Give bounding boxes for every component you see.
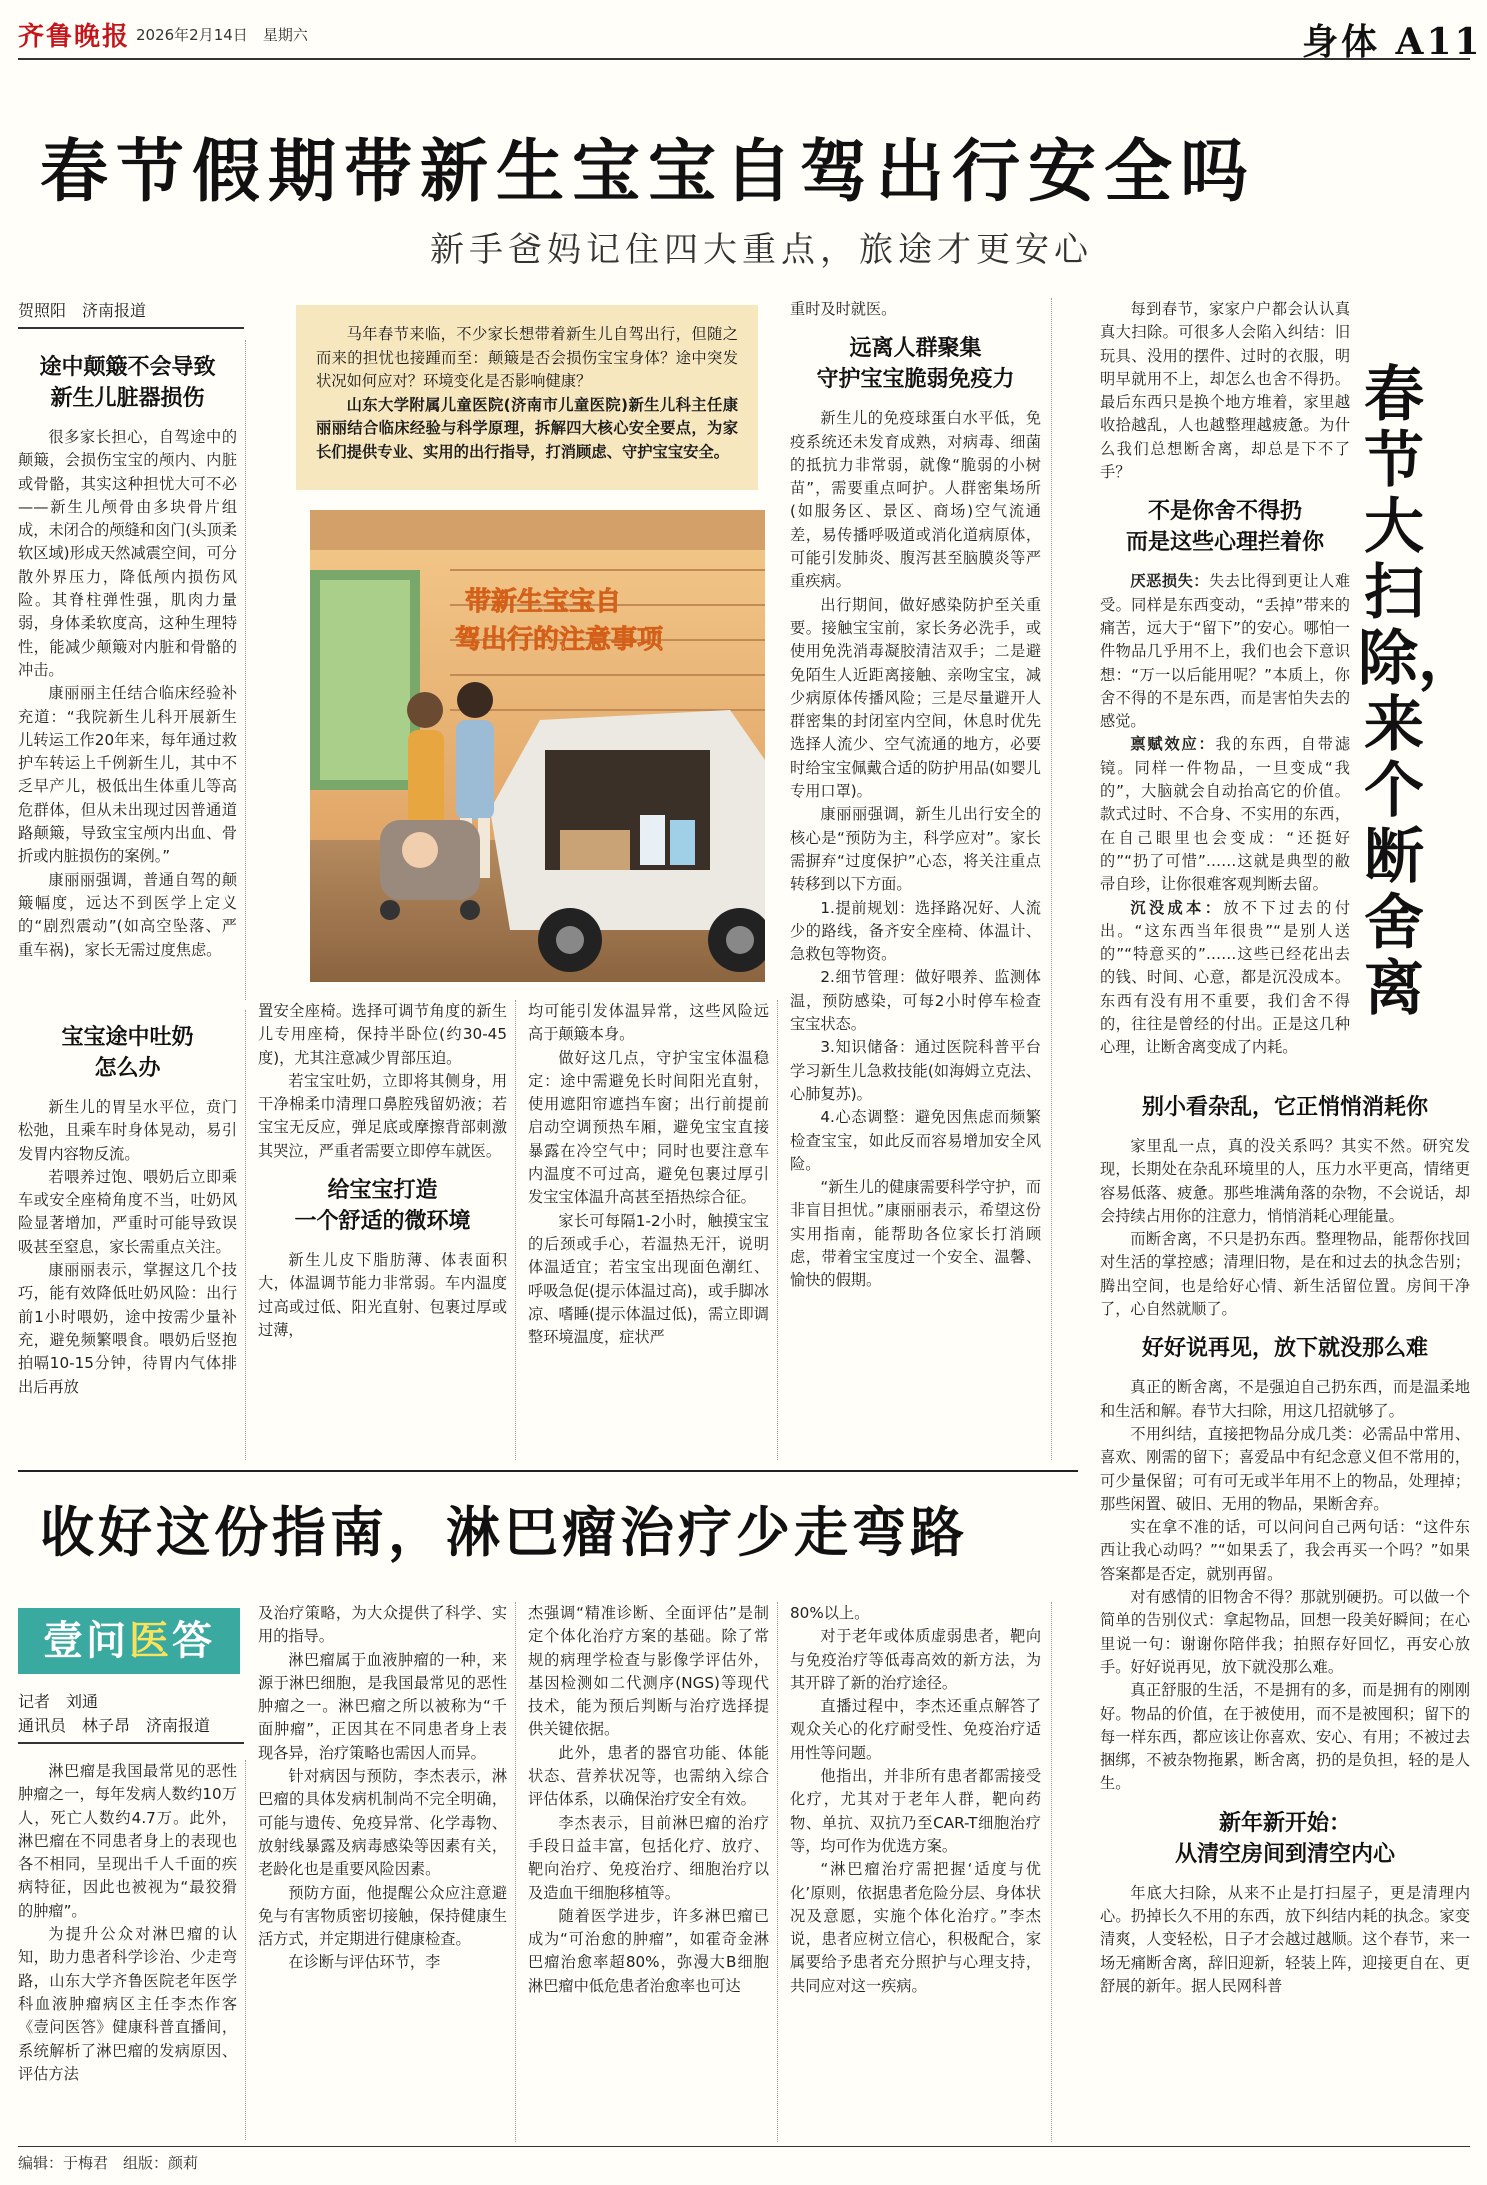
article1-column-1: [18, 340, 246, 1000]
paragraph: 80%以上。: [790, 1604, 870, 1622]
paragraph: 年底大扫除，从来不止是打扫屋子，更是清理内心。扔掉长久不用的东西，放下纠结内耗的执念。家变清爽，人变轻松，日子才会越过越顺。这个春节，来一场无痛断舍离，辞旧迎新，轻装上阵，迎接更自在、更舒展的新年。据人民网科普: [1100, 1883, 1470, 1995]
paragraph: 淋巴瘤是我国最常见的恶性肿瘤之一，每年发病人数约10万人，死亡人数约4.7万。此外，淋巴瘤在不同患者身上的表现也各不相同，呈现出千人千面的疾病特征，因此也被视为“最狡猾的肿瘤”。: [18, 1762, 237, 1920]
issue-date: 2026年2月14日 星期六: [136, 26, 308, 44]
section-heading: 远离人群聚集 守护宝宝脆弱免疫力: [816, 336, 1015, 393]
paragraph: 李杰表示，目前淋巴瘤的治疗手段日益丰富，包括化疗、放疗、靶向治疗、免疫治疗、细胞治疗以及造血干细胞移植等。: [528, 1813, 769, 1902]
paragraph: 为提升公众对淋巴瘤的认知，助力患者科学诊治、少走弯路，山东大学齐鲁医院老年医学科血液肿瘤病区主任李杰作客《壹问医答》健康科普直播间，系统解析了淋巴瘤的发病原因、评估方法: [18, 1925, 237, 2083]
paragraph: 真正舒服的生活，不是拥有的多，而是拥有的刚刚好。物品的价值，在于被使用，而不是被囤积；留下的每一样东西，都应该让你喜欢、安心、有用；不被过去捆绑，不被杂物拖累，断舍离，扔的是负担，轻的是人生。: [1100, 1681, 1470, 1793]
section-heading: 宝宝途中吐奶 怎么办: [61, 1025, 194, 1081]
article2-byline: [18, 1690, 244, 1744]
keyword: 厌恶损失：: [1130, 572, 1210, 591]
correspondent-name: 通讯员 林子昂 济南报道: [18, 1714, 244, 1744]
article1-column-3: [528, 1000, 778, 1460]
paragraph: 失去比得到更让人难受。同样是东西变动，“丢掉”带来的痛苦，远大于“留下”的安心。哪怕一件物品几乎用不上，我们也会下意识想：“万一以后能用呢？”本质上，你舍不得的不是东西，而是害怕失去的感觉。: [1100, 572, 1350, 731]
paragraph: “淋巴瘤治疗需把握‘适度与优化’原则，依据患者危险分层、身体状况及意愿，实施个体化治疗。”李杰说，患者应树立信心，积极配合，家属要给予患者充分照护与心理支持，共同应对这一疾病。: [790, 1860, 1041, 1995]
section-heading: 新年新开始： 从清空房间到清空内心: [1174, 1810, 1395, 1867]
paragraph: 他指出，并非所有患者都需接受化疗，尤其对于老年人群，靶向药物、单抗、双抗乃至CAR-T细胞治疗等，均可作为优选方案。: [790, 1767, 1041, 1855]
section-heading: 好好说再见，放下就没那么难: [1141, 1336, 1428, 1362]
paragraph: 置安全座椅。选择可调节角度的新生儿专用座椅，保持半卧位(约30-45度)，尤其注意减少胃部压迫。: [258, 1002, 507, 1067]
keyword: 禀赋效应：: [1130, 735, 1216, 754]
paragraph: 新生儿的免疫球蛋白水平低，免疫系统还未发育成熟，对病毒、细菌的抵抗力非常弱，就像“脆弱的小树苗”，需要重点呵护。人群密集场所(如服务区、景区、商场)空气流通差，易传播呼吸道或消化道病原体，可能引发肺炎、腹泻甚至脑膜炎等严重疾病。: [790, 409, 1041, 591]
paragraph: 新生儿的胃呈水平位，贲门松弛，且乘车时身体晃动，易引发胃内容物反流。: [18, 1098, 237, 1163]
paragraph: 做好这几点，守护宝宝体温稳定：途中需避免长时间阳光直射，使用遮阳帘遮挡车窗；出行前提前启动空调预热车厢，避免宝宝直接暴露在冷空气中；同时也要注意车内温度不可过高，避免包裹过厚引发宝宝体温升高甚至捂热综合征。: [528, 1048, 769, 1207]
article2-column-4: [790, 1602, 1052, 2142]
paragraph: 预防方面，他提醒公众应注意避免与有害物质密切接触，保持健康生活方式，并定期进行健康检查。: [258, 1883, 507, 1949]
list-item: 2.细节管理：做好喂养、监测体温，预防感染，可每2小时停车检查宝宝状态。: [790, 968, 1041, 1034]
paragraph: 康丽丽表示，掌握这几个技巧，能有效降低吐奶风险：出行前1小时喂奶，途中按需少量补充，避免频繁喂食。喂奶后竖抱拍嗝10-15分钟，待胃内气体排出后再放: [18, 1261, 237, 1396]
illustration-caption-line1: 带新生宝宝自: [465, 587, 622, 617]
list-item: 1.提前规划：选择路况好、人流少的路线，备齐安全座椅、体温计、急救包等物资。: [790, 898, 1041, 964]
paragraph: 随着医学进步，许多淋巴瘤已成为“可治愈的肿瘤”，如霍奇金淋巴瘤治愈率超80%，弥漫大B细胞淋巴瘤中低危患者治愈率也可达: [528, 1906, 769, 1995]
paragraph: 对于老年或体质虚弱患者，靶向与免疫治疗等低毒高效的新方法，为其开辟了新的治疗途径。: [790, 1627, 1041, 1692]
article2-column-3: [528, 1602, 778, 2142]
paragraph: 康丽丽强调，普通自驾的颠簸幅度，远达不到医学上定义的“剧烈震动”(如高空坠落、严重车祸)，家长无需过度焦虑。: [18, 870, 237, 959]
keyword: 沉没成本：: [1130, 898, 1224, 917]
paragraph: 及治疗策略，为大众提供了科学、实用的指导。: [258, 1604, 507, 1646]
paragraph: 新生儿皮下脂肪薄、体表面积大，体温调节能力非常弱。车内温度过高或过低、阳光直射、包裹过厚或过薄，: [258, 1251, 507, 1339]
article2-column-1: [18, 1760, 246, 2140]
paragraph: 在诊断与评估环节，李: [288, 1953, 441, 1972]
section-divider: [18, 1470, 1078, 1472]
article2-column-2: [258, 1602, 516, 2142]
paragraph: 对有感情的旧物舍不得？那就别硬扔。可以做一个简单的告别仪式：拿起物品，回想一段美好瞬间；在心里说一句：谢谢你陪伴我；拍照存好回忆，再安心放手。好好说再见，放下就没那么难。: [1100, 1588, 1470, 1676]
paragraph: 若喂养过饱、喂奶后立即乘车或安全座椅角度不当，吐奶风险显著增加，严重时可能导致误吸甚至窒息，家长需重点关注。: [18, 1167, 237, 1256]
paragraph: 不用纠结，直接把物品分成几类：必需品中常用、喜欢、刚需的留下；喜爱品中有纪念意义但不常用的，可少量保留；可有可无或半年用不上的物品，处理掉；那些闲置、破旧、无用的物品，果断舍弃。: [1100, 1424, 1470, 1513]
article1-column-2: [258, 1000, 516, 1460]
article3-column-bottom: [1100, 1080, 1470, 2142]
section-heading: 途中颠簸不会导致 新生儿脏器损伤: [39, 355, 216, 411]
list-item: 3.知识储备：通过医院科普平台学习新生儿急救技能(如海姆立克法、心肺复苏)。: [790, 1038, 1041, 1103]
paragraph: 很多家长担心，自驾途中的颠簸，会损伤宝宝的颅内、内脏或骨骼，其实这种担忧大可不必——新生儿颅骨由多块骨片组成，未闭合的颅缝和囟门(头顶柔软区域)形成天然减震空间，可分散外界压力，降低颅内损伤风险。其脊柱弹性强，肌肉力量弱，身体柔软度高，这种生理特性，能减少颠簸对内脏和骨骼的冲击。: [18, 428, 237, 679]
article2-title: 收好这份指南，淋巴瘤治疗少走弯路: [40, 1500, 968, 1564]
article3-column-top: [1100, 298, 1350, 1074]
footer-rule: [18, 2146, 1470, 2147]
paragraph: 实在拿不准的话，可以问问自己两句话：“这件东西让我心动吗？”“如果丢了，我会再买一个吗？”如果答案都是否定，就别再留。: [1100, 1518, 1470, 1583]
article1-intro-box: [296, 305, 758, 490]
section-heading: 不是你舍不得扔 而是这些心理拦着你: [1125, 499, 1324, 556]
paragraph: 家里乱一点，真的没关系吗？其实不然。研究发现，长期处在杂乱环境里的人，压力水平更高，情绪更容易低落、疲惫。那些堆满角落的杂物，不会说话，却会持续占用你的注意力，悄悄消耗心理能量。: [1100, 1137, 1470, 1225]
paragraph: 杰强调“精准诊断、全面评估”是制定个体化治疗方案的基础。除了常规的病理学检查与影像学评估外，基因检测如二代测序(NGS)等现代技术，能为预后判断与治疗选择提供关键依据。: [528, 1604, 769, 1739]
paragraph: 淋巴瘤属于血液肿瘤的一种，来源于淋巴细胞，是我国最常见的恶性肿瘤之一。淋巴瘤之所以被称为“千面肿瘤”，正因其在不同患者身上表现各异，治疗策略也需因人而异。: [258, 1650, 507, 1762]
intro-paragraph: 马年春节来临，不少家长想带着新生儿自驾出行，但随之而来的担忧也接踵而至：颠簸是否会损伤宝宝身体？途中突发状况如何应对？环境变化是否影响健康？: [316, 325, 738, 390]
illustration-car-family: [310, 510, 765, 982]
paragraph: 针对病因与预防，李杰表示，淋巴瘤的具体发病机制尚不完全明确，可能与遗传、免疫异常、化学毒物、放射线暴露及病毒感染等因素有关，老龄化也是重要风险因素。: [258, 1767, 507, 1879]
paragraph: 每到春节，家家户户都会认认真真大扫除。可很多人会陷入纠结：旧玩具、没用的摆件、过时的衣服，明明早就用不上，却怎么也舍不得扔。最后东西只是换个地方堆着，家里越收拾越乱，人也越整理越疲惫。为什么我们总想断舍离，却总是下不了手？: [1100, 300, 1350, 482]
paragraph: 康丽丽主任结合临床经验补充道：“我院新生儿科开展新生儿转运工作20年来，每年通过救护车转运上千例新生儿，其中不乏早产儿，极低出生体重儿等高危群体，但从未出现过因普通道路颠簸，导致宝宝颅内出血、骨折或内脏损伤的案例。”: [18, 684, 237, 866]
article1-byline: 贺照阳 济南报道: [18, 298, 244, 329]
newspaper-logo: 齐鲁晚报: [18, 22, 131, 52]
paragraph: 均可能引发体温异常，这些风险远高于颠簸本身。: [528, 1002, 769, 1044]
article1-subtitle: 新手爸妈记住四大重点，旅途才更安心: [430, 230, 1093, 270]
paragraph: 重时及时就医。: [790, 300, 897, 318]
article1-column-1b: [18, 1010, 246, 1460]
list-item: 4.心态调整：避免因焦虑而频繁检查宝宝，如此反而容易增加安全风险。: [790, 1108, 1041, 1173]
paragraph: 若宝宝吐奶，立即将其侧身，用干净棉柔巾清理口鼻腔残留奶液；若宝宝无反应，弹足底或摩擦背部刺激其哭泣，严重者需要立即停车就医。: [258, 1071, 507, 1160]
editor-credit: 编辑：于梅君 组版：颜莉: [18, 2154, 199, 2172]
paragraph: 家长可每隔1-2小时，触摸宝宝的后颈或手心，若温热无汗，说明体温适宜；若宝宝出现面色潮红、呼吸急促(提示体温过高)，或手脚冰凉、嗜睡(提示体温过低)，需立即调整环境温度，症状严: [528, 1211, 769, 1347]
article3-vertical-title: 春节大扫除，来个断舍离: [1358, 360, 1478, 1024]
column-logo-yiwen-yida: 壹问医答: [18, 1608, 240, 1674]
article1-title: 春节假期带新生宝宝自驾出行安全吗: [40, 132, 1257, 212]
paragraph: 真正的断舍离，不是强迫自己扔东西，而是温柔地和生活和解。春节大扫除，用这几招就够了。: [1100, 1378, 1470, 1420]
article1-column-4: [790, 298, 1052, 1460]
paragraph: “新生儿的健康需要科学守护，而非盲目担忧。”康丽丽表示，希望这份实用指南，能帮助各位家长打消顾虑，带着宝宝度过一个安全、温馨、愉快的假期。: [790, 1178, 1041, 1290]
section-label: 身体 A11: [1302, 21, 1483, 63]
paragraph: 放不下过去的付出。“这东西当年很贵”“是别人送的”“特意买的”……这些已经花出去的钱、时间、心意，都是沉没成本。东西有没有用不重要，我们舍不得的，往往是曾经的付出。正是这几种心理，让断舍离变成了内耗。: [1100, 898, 1350, 1057]
paragraph: 出行期间，做好感染防护至关重要。接触宝宝前，家长务必洗手，或使用免洗消毒凝胶清洁双手；二是避免陌生人近距离接触、亲吻宝宝，减少病原体传播风险；三是尽量避开人群密集的封闭室内空间，休息时优先选择人流少、空气流通的地方，必要时给宝宝佩戴合适的防护用品(如婴儿专用口罩)。: [790, 595, 1041, 801]
intro-paragraph: 山东大学附属儿童医院(济南市儿童医院)新生儿科主任康丽丽结合临床经验与科学原理，拆解四大核心安全要点，为家长们提供专业、实用的出行指导，打消顾虑、守护宝宝安全。: [316, 395, 738, 461]
paragraph: 康丽丽强调，新生儿出行安全的核心是“预防为主，科学应对”。家长需摒弃“过度保护”心态，将关注重点转移到以下方面。: [790, 805, 1041, 894]
illustration-caption-line2: 驾出行的注意事项: [455, 625, 664, 655]
paragraph: 我的东西，自带滤镜。同样一件物品，一旦变成“我的”，大脑就会自动抬高它的价值。款式过时、不合身、不实用的东西，在自己眼里也会变成：“还挺好的”“扔了可惜”……这就是典型的敝帚自珍，让你很难客观判断去留。: [1100, 735, 1350, 894]
paragraph: 而断舍离，不只是扔东西。整理物品，能帮你找回对生活的掌控感；清理旧物，是在和过去的执念告别；腾出空间，也是给好心情、新生活留位置。房间干净了，心自然就顺了。: [1100, 1230, 1470, 1319]
reporter-name: 记者 刘通: [18, 1692, 99, 1711]
paragraph: 此外，患者的器官功能、体能状态、营养状况等，也需纳入综合评估体系，以确保治疗安全有效。: [528, 1743, 769, 1809]
paragraph: 直播过程中，李杰还重点解答了观众关心的化疗耐受性、免疫治疗适用性等问题。: [790, 1697, 1041, 1762]
section-heading: 别小看杂乱，它正悄悄消耗你: [1141, 1095, 1428, 1120]
section-heading: 给宝宝打造 一个舒适的微环境: [294, 1178, 471, 1235]
